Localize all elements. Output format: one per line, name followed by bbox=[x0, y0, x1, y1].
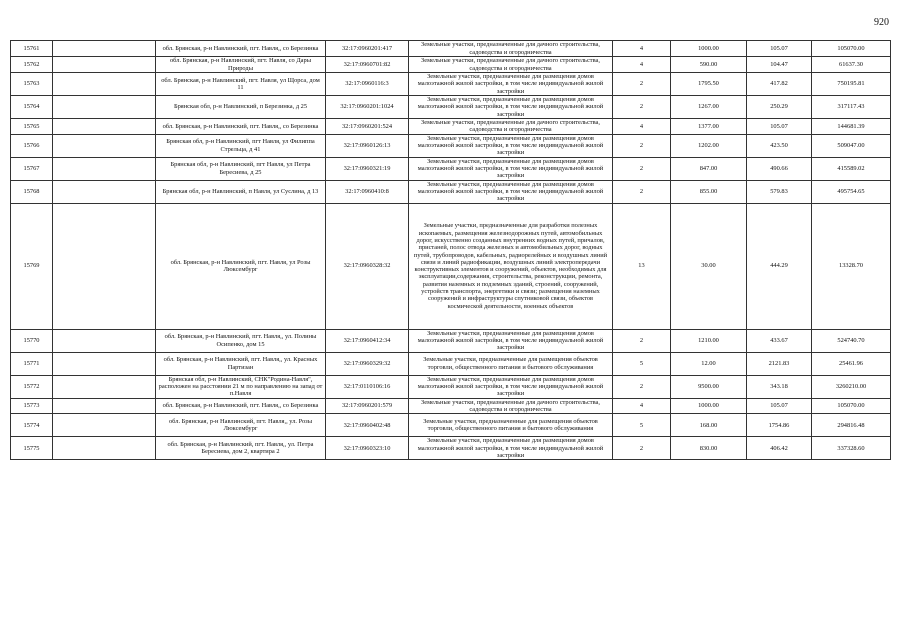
land-use-cell: Земельные участки, предназначенные для размещения домов малоэтажной жилой застройки, в том числе индивидуальной жилой застройки bbox=[409, 96, 613, 119]
land-use-cell: Земельные участки, предназначенные для разработки полезных ископаемых, размещения железнодорожных путей, автомобильных дорог, искусственно созданных внутренних водных путей, причалов, пристаней, полос отвода железных и автомобильных дорог, водных путей, трубопроводов, кабельных, радиорелейных и воздушных линий связи и линий радиофикации, воздушных линий электропередачи конструктивных элементов и сооружений, объектов, необходимых для эксплуатации,содержания, строительства, реконструкции, ремонта, развития наземных и подземных зданий, строений, сооружений, устройств транспорта, энергетики и связи; размещения наземных сооружений и инфраструктуры спутниковой связи, объектов космической деятельности, военных объектов bbox=[409, 203, 613, 329]
group-number-cell: 2 bbox=[613, 96, 671, 119]
land-use-cell: Земельные участки, предназначенные для дачного строительства, садоводства и огородничества bbox=[409, 41, 613, 57]
group-number-cell: 2 bbox=[613, 437, 671, 460]
land-use-cell: Земельные участки, предназначенные для размещения домов малоэтажной жилой застройки, в том числе индивидуальной жилой застройки bbox=[409, 134, 613, 157]
address-cell: обл. Брянская, р-н Навлинский, пгт. Навля,, со Березинка bbox=[156, 119, 326, 135]
area-cell: 9500.00 bbox=[671, 375, 747, 398]
row-number: 15766 bbox=[11, 134, 53, 157]
row-number: 15772 bbox=[11, 375, 53, 398]
cadastral-value-cell: 495754.65 bbox=[812, 180, 891, 203]
spacer-cell bbox=[53, 352, 156, 375]
spacer-cell bbox=[53, 180, 156, 203]
spacer-cell bbox=[53, 398, 156, 414]
land-use-cell: Земельные участки, предназначенные для дачного строительства, садоводства и огородничества bbox=[409, 398, 613, 414]
cadastral-number-cell: 32:17:0960412:34 bbox=[326, 329, 409, 352]
cadastral-number-cell: 32:17:0960701:82 bbox=[326, 57, 409, 73]
land-use-cell: Земельные участки, предназначенные для размещения объектов торговли, общественного питания и бытового обслуживания bbox=[409, 352, 613, 375]
row-number: 15768 bbox=[11, 180, 53, 203]
cadastral-value-cell: 337328.60 bbox=[812, 437, 891, 460]
row-number: 15764 bbox=[11, 96, 53, 119]
cadastral-number-cell: 32:17:0960201:524 bbox=[326, 119, 409, 135]
area-cell: 12.00 bbox=[671, 352, 747, 375]
group-number-cell: 4 bbox=[613, 119, 671, 135]
cadastral-number-cell: 32:17:0110106:16 bbox=[326, 375, 409, 398]
group-number-cell: 13 bbox=[613, 203, 671, 329]
area-cell: 855.00 bbox=[671, 180, 747, 203]
specific-value-cell: 417.82 bbox=[747, 73, 812, 96]
table-row bbox=[11, 180, 891, 203]
cadastral-number-cell: 32:17:0960126:13 bbox=[326, 134, 409, 157]
cadastral-number-cell: 32:17:0960402:48 bbox=[326, 414, 409, 437]
spacer-cell bbox=[53, 437, 156, 460]
specific-value-cell: 444.29 bbox=[747, 203, 812, 329]
area-cell: 1210.00 bbox=[671, 329, 747, 352]
specific-value-cell: 433.67 bbox=[747, 329, 812, 352]
cadastral-value-cell: 105070.00 bbox=[812, 398, 891, 414]
group-number-cell: 5 bbox=[613, 414, 671, 437]
land-use-cell: Земельные участки, предназначенные для размещения домов малоэтажной жилой застройки, в том числе индивидуальной жилой застройки bbox=[409, 375, 613, 398]
address-cell: обл. Брянская, р-н Навлинский, пгт. Навля,, ул. Красных Партизан bbox=[156, 352, 326, 375]
area-cell: 1000.00 bbox=[671, 398, 747, 414]
specific-value-cell: 105.07 bbox=[747, 41, 812, 57]
table-body bbox=[11, 41, 891, 460]
address-cell: обл. Брянская, р-н Навлинский, пгт. Навля, ул Розы Люксембург bbox=[156, 203, 326, 329]
group-number-cell: 4 bbox=[613, 41, 671, 57]
address-cell: обл. Брянская, р-н Навлинский, пгт. Навля, со Дары Природы bbox=[156, 57, 326, 73]
group-number-cell: 4 bbox=[613, 57, 671, 73]
address-cell: Брянская обл, р-н Навлинский, пгт Навля, ул Филиппа Стрельца, д 41 bbox=[156, 134, 326, 157]
table-row bbox=[11, 375, 891, 398]
specific-value-cell: 250.29 bbox=[747, 96, 812, 119]
land-use-cell: Земельные участки, предназначенные для размещения домов малоэтажной жилой застройки, в том числе индивидуальной жилой застройки bbox=[409, 329, 613, 352]
address-cell: обл. Брянская, р-н Навлинский, пгт. Навля,, ул. Петра Бересиева, дом 2, квартира 2 bbox=[156, 437, 326, 460]
specific-value-cell: 490.66 bbox=[747, 157, 812, 180]
cadastral-value-cell: 144681.39 bbox=[812, 119, 891, 135]
group-number-cell: 2 bbox=[613, 157, 671, 180]
area-cell: 168.00 bbox=[671, 414, 747, 437]
cadastral-value-cell: 750195.81 bbox=[812, 73, 891, 96]
area-cell: 847.00 bbox=[671, 157, 747, 180]
cadastral-value-cell: 415589.02 bbox=[812, 157, 891, 180]
table-row bbox=[11, 57, 891, 73]
cadastral-number-cell: 32:17:0960321:19 bbox=[326, 157, 409, 180]
cadastral-value-cell: 294816.48 bbox=[812, 414, 891, 437]
spacer-cell bbox=[53, 157, 156, 180]
table-row bbox=[11, 329, 891, 352]
row-number: 15775 bbox=[11, 437, 53, 460]
table-row bbox=[11, 352, 891, 375]
group-number-cell: 2 bbox=[613, 375, 671, 398]
page-number: 920 bbox=[874, 17, 889, 28]
table-row bbox=[11, 134, 891, 157]
spacer-cell bbox=[53, 73, 156, 96]
address-cell: Брянская обл, р-н Навлинский, пгт Навля, ул Петра Бересиева, д 25 bbox=[156, 157, 326, 180]
address-cell: Брянская обл, р-н Навлинский, п Навля, ул Суслина, д 13 bbox=[156, 180, 326, 203]
cadastral-value-cell: 509047.00 bbox=[812, 134, 891, 157]
cadastral-number-cell: 32:17:0960201:1024 bbox=[326, 96, 409, 119]
specific-value-cell: 105.07 bbox=[747, 119, 812, 135]
cadastral-number-cell: 32:17:0960201:417 bbox=[326, 41, 409, 57]
table-row bbox=[11, 41, 891, 57]
cadastral-number-cell: 32:17:0960410:8 bbox=[326, 180, 409, 203]
table-row bbox=[11, 414, 891, 437]
row-number: 15761 bbox=[11, 41, 53, 57]
group-number-cell: 2 bbox=[613, 73, 671, 96]
cadastral-value-cell: 61637.30 bbox=[812, 57, 891, 73]
area-cell: 30.00 bbox=[671, 203, 747, 329]
address-cell: Брянская обл, р-н Навлинский, СНК"Родина-Навля", расположен на расстоянии 21 м по направлению на запад от п.Навля bbox=[156, 375, 326, 398]
table-row bbox=[11, 96, 891, 119]
spacer-cell bbox=[53, 119, 156, 135]
row-number: 15774 bbox=[11, 414, 53, 437]
spacer-cell bbox=[53, 203, 156, 329]
area-cell: 590.00 bbox=[671, 57, 747, 73]
area-cell: 1377.00 bbox=[671, 119, 747, 135]
cadastral-value-cell: 25461.96 bbox=[812, 352, 891, 375]
table-row bbox=[11, 73, 891, 96]
table-row bbox=[11, 203, 891, 329]
land-use-cell: Земельные участки, предназначенные для размещения домов малоэтажной жилой застройки, в том числе индивидуальной жилой застройки bbox=[409, 157, 613, 180]
cadastral-number-cell: 32:17:0960201:579 bbox=[326, 398, 409, 414]
cadastral-value-cell: 13328.70 bbox=[812, 203, 891, 329]
area-cell: 1795.50 bbox=[671, 73, 747, 96]
spacer-cell bbox=[53, 414, 156, 437]
spacer-cell bbox=[53, 57, 156, 73]
land-use-cell: Земельные участки, предназначенные для размещения домов малоэтажной жилой застройки, в том числе индивидуальной жилой застройки bbox=[409, 73, 613, 96]
group-number-cell: 4 bbox=[613, 398, 671, 414]
cadastral-value-cell: 524740.70 bbox=[812, 329, 891, 352]
specific-value-cell: 105.07 bbox=[747, 398, 812, 414]
address-cell: обл. Брянская, р-н Навлинский, пгт. Навля,, со Березинка bbox=[156, 398, 326, 414]
row-number: 15770 bbox=[11, 329, 53, 352]
address-cell: обл. Брянская, р-н Навлинский, пгт. Навля,, ул. Полины Осипенко, дом 15 bbox=[156, 329, 326, 352]
land-use-cell: Земельные участки, предназначенные для размещения объектов торговли, общественного питания и бытового обслуживания bbox=[409, 414, 613, 437]
group-number-cell: 2 bbox=[613, 329, 671, 352]
address-cell: обл. Брянская, р-н Навлинский, пгт. Навля,, со Березинка bbox=[156, 41, 326, 57]
spacer-cell bbox=[53, 329, 156, 352]
cadastral-number-cell: 32:17:0960329:32 bbox=[326, 352, 409, 375]
cadastral-number-cell: 32:17:0960116:3 bbox=[326, 73, 409, 96]
table-row bbox=[11, 398, 891, 414]
spacer-cell bbox=[53, 96, 156, 119]
spacer-cell bbox=[53, 134, 156, 157]
area-cell: 1000.00 bbox=[671, 41, 747, 57]
cadastral-value-cell: 105070.00 bbox=[812, 41, 891, 57]
cadastral-number-cell: 32:17:0960323:10 bbox=[326, 437, 409, 460]
area-cell: 1267.00 bbox=[671, 96, 747, 119]
address-cell: обл. Брянская, р-н Навлинский, пгт. Навля, ул Щорса, дом 11 bbox=[156, 73, 326, 96]
table-row bbox=[11, 157, 891, 180]
spacer-cell bbox=[53, 375, 156, 398]
specific-value-cell: 104.47 bbox=[747, 57, 812, 73]
row-number: 15765 bbox=[11, 119, 53, 135]
table-row bbox=[11, 119, 891, 135]
cadastral-value-table bbox=[10, 40, 891, 460]
land-use-cell: Земельные участки, предназначенные для размещения домов малоэтажной жилой застройки, в том числе индивидуальной жилой застройки bbox=[409, 180, 613, 203]
land-use-cell: Земельные участки, предназначенные для дачного строительства, садоводства и огородничества bbox=[409, 119, 613, 135]
spacer-cell bbox=[53, 41, 156, 57]
address-cell: Брянская обл, р-н Навлинский, п Березинка, д 25 bbox=[156, 96, 326, 119]
specific-value-cell: 406.42 bbox=[747, 437, 812, 460]
specific-value-cell: 343.18 bbox=[747, 375, 812, 398]
row-number: 15763 bbox=[11, 73, 53, 96]
row-number: 15771 bbox=[11, 352, 53, 375]
land-use-cell: Земельные участки, предназначенные для размещения домов малоэтажной жилой застройки, в том числе индивидуальной жилой застройки bbox=[409, 437, 613, 460]
cadastral-value-cell: 3260210.00 bbox=[812, 375, 891, 398]
group-number-cell: 5 bbox=[613, 352, 671, 375]
address-cell: обл. Брянская, р-н Навлинский, пгт. Навля,, ул. Розы Люксембург bbox=[156, 414, 326, 437]
area-cell: 1202.00 bbox=[671, 134, 747, 157]
table-row bbox=[11, 437, 891, 460]
specific-value-cell: 423.50 bbox=[747, 134, 812, 157]
specific-value-cell: 579.83 bbox=[747, 180, 812, 203]
group-number-cell: 2 bbox=[613, 180, 671, 203]
area-cell: 830.00 bbox=[671, 437, 747, 460]
row-number: 15769 bbox=[11, 203, 53, 329]
land-use-cell: Земельные участки, предназначенные для дачного строительства, садоводства и огородничества bbox=[409, 57, 613, 73]
specific-value-cell: 2121.83 bbox=[747, 352, 812, 375]
row-number: 15767 bbox=[11, 157, 53, 180]
row-number: 15762 bbox=[11, 57, 53, 73]
cadastral-number-cell: 32:17:0960328:32 bbox=[326, 203, 409, 329]
row-number: 15773 bbox=[11, 398, 53, 414]
specific-value-cell: 1754.86 bbox=[747, 414, 812, 437]
cadastral-value-cell: 317117.43 bbox=[812, 96, 891, 119]
group-number-cell: 2 bbox=[613, 134, 671, 157]
